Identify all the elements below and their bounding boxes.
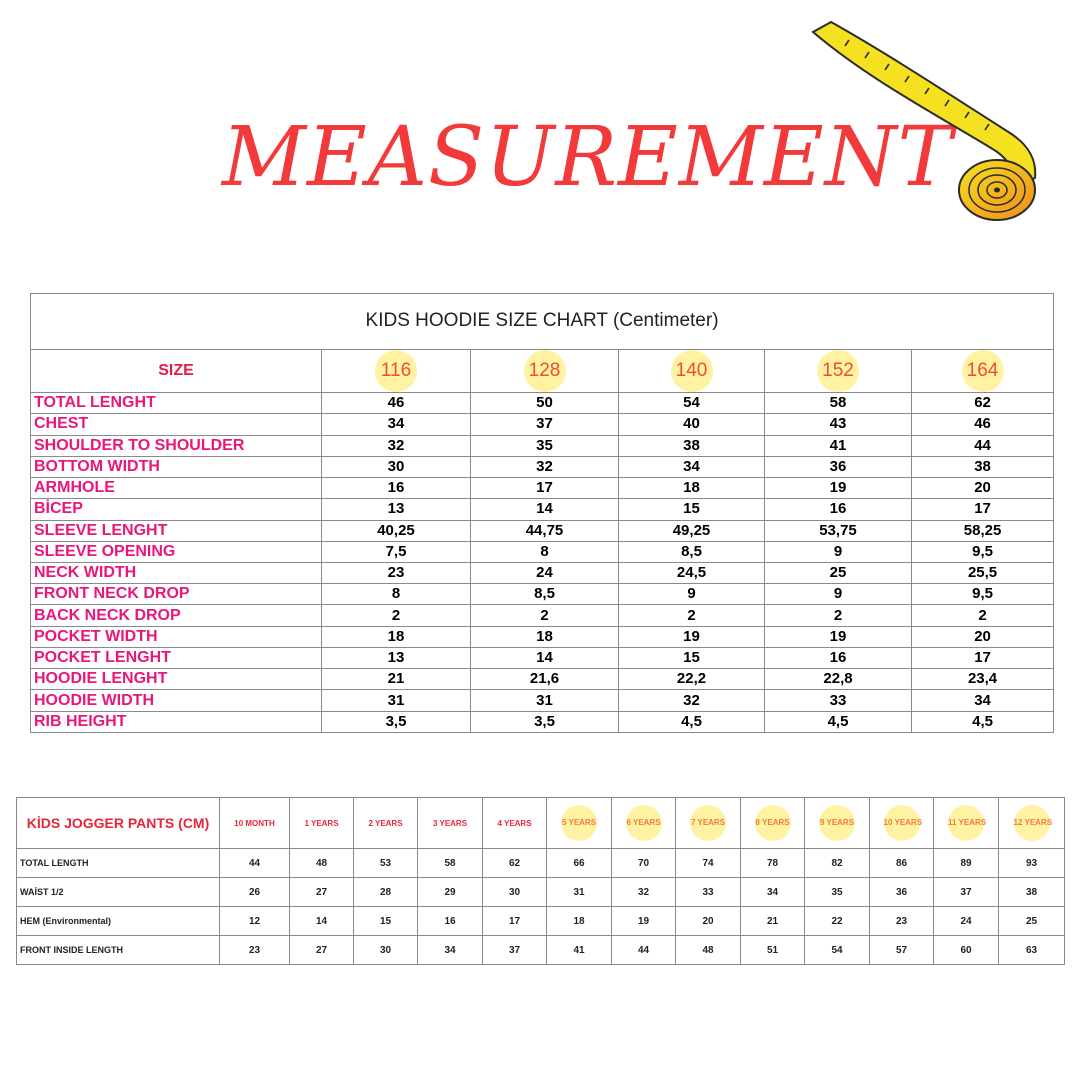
measurement-value: 21 — [741, 907, 805, 936]
measurement-value: 54 — [805, 936, 870, 965]
measurement-value: 37 — [934, 878, 999, 907]
age-header-highlighted: 9 YEARS — [819, 805, 855, 841]
size-128: 128 — [524, 350, 566, 392]
measurement-label: TOTAL LENGTH — [17, 849, 220, 878]
measurement-value: 23,4 — [912, 669, 1054, 690]
measurement-value: 33 — [676, 878, 741, 907]
size-label: SIZE — [31, 349, 322, 393]
measurement-value: 57 — [870, 936, 934, 965]
measurement-value: 38 — [912, 456, 1054, 477]
table-row — [31, 435, 1054, 456]
size-164: 164 — [962, 350, 1004, 392]
measurement-label: HOODIE WIDTH — [31, 690, 322, 711]
measurement-label: RIB HEIGHT — [31, 711, 322, 732]
measurement-value: 48 — [676, 936, 741, 965]
measurement-value: 32 — [322, 435, 471, 456]
measurement-value: 23 — [220, 936, 290, 965]
measurement-value: 17 — [912, 499, 1054, 520]
measurement-value: 24 — [471, 563, 619, 584]
measurement-value: 19 — [619, 626, 765, 647]
measurement-value: 32 — [471, 456, 619, 477]
measurement-value: 24,5 — [619, 563, 765, 584]
measurement-value: 40 — [619, 414, 765, 435]
measurement-label: TOTAL LENGHT — [31, 393, 322, 414]
measurement-value: 35 — [805, 878, 870, 907]
measurement-value: 14 — [471, 647, 619, 668]
measurement-value: 49,25 — [619, 520, 765, 541]
measurement-value: 32 — [619, 690, 765, 711]
measurement-label: HEM (Environmental) — [17, 907, 220, 936]
measurement-value: 18 — [322, 626, 471, 647]
table-row — [31, 563, 1054, 584]
measurement-value: 51 — [741, 936, 805, 965]
age-column-7-years — [676, 798, 741, 849]
measurement-value: 18 — [471, 626, 619, 647]
measurement-value: 19 — [765, 478, 912, 499]
measurement-value: 32 — [612, 878, 676, 907]
table-row — [31, 478, 1054, 499]
age-header-highlighted: 11 YEARS — [948, 805, 984, 841]
measurement-label: HOODIE LENGHT — [31, 669, 322, 690]
measurement-value: 36 — [870, 878, 934, 907]
table-row — [31, 669, 1054, 690]
measurement-value: 44,75 — [471, 520, 619, 541]
measurement-value: 44 — [220, 849, 290, 878]
measurement-value: 46 — [912, 414, 1054, 435]
measurement-value: 30 — [322, 456, 471, 477]
measurement-value: 58 — [765, 393, 912, 414]
measurement-value: 18 — [547, 907, 612, 936]
table-row — [31, 393, 1054, 414]
measurement-value: 34 — [912, 690, 1054, 711]
age-column-10-month: 10 MONTH — [220, 798, 290, 849]
measurement-value: 63 — [999, 936, 1065, 965]
measurement-value: 53 — [354, 849, 418, 878]
measurement-value: 9,5 — [912, 541, 1054, 562]
measurement-value: 2 — [619, 605, 765, 626]
measurement-value: 41 — [765, 435, 912, 456]
measurement-value: 3,5 — [322, 711, 471, 732]
measurement-value: 34 — [619, 456, 765, 477]
measurement-value: 53,75 — [765, 520, 912, 541]
measurement-value: 26 — [220, 878, 290, 907]
measurement-value: 43 — [765, 414, 912, 435]
measurement-label: WAİST 1/2 — [17, 878, 220, 907]
measuring-tape-icon — [805, 18, 1055, 223]
measurement-value: 7,5 — [322, 541, 471, 562]
measurement-value: 2 — [471, 605, 619, 626]
measurement-value: 27 — [290, 878, 354, 907]
measurement-value: 31 — [322, 690, 471, 711]
measurement-value: 2 — [912, 605, 1054, 626]
age-column-2-years: 2 YEARS — [354, 798, 418, 849]
measurement-value: 17 — [912, 647, 1054, 668]
measurement-value: 48 — [290, 849, 354, 878]
measurement-value: 44 — [912, 435, 1054, 456]
measurement-value: 36 — [765, 456, 912, 477]
age-header-highlighted: 5 YEARS — [561, 805, 597, 841]
measurement-value: 21,6 — [471, 669, 619, 690]
measurement-value: 60 — [934, 936, 999, 965]
age-header-highlighted: 7 YEARS — [690, 805, 726, 841]
age-column-5-years — [547, 798, 612, 849]
measurement-value: 9 — [765, 541, 912, 562]
measurement-value: 13 — [322, 499, 471, 520]
measurement-value: 17 — [471, 478, 619, 499]
measurement-value: 34 — [741, 878, 805, 907]
measurement-value: 78 — [741, 849, 805, 878]
measurement-value: 31 — [471, 690, 619, 711]
measurement-value: 15 — [619, 499, 765, 520]
measurement-value: 25,5 — [912, 563, 1054, 584]
measurement-value: 37 — [483, 936, 547, 965]
measurement-value: 16 — [765, 499, 912, 520]
table-row — [31, 626, 1054, 647]
measurement-value: 13 — [322, 647, 471, 668]
measurement-value: 58 — [418, 849, 483, 878]
measurement-value: 12 — [220, 907, 290, 936]
age-column-9-years — [805, 798, 870, 849]
measurement-value: 2 — [322, 605, 471, 626]
measurement-value: 2 — [765, 605, 912, 626]
measurement-label: SHOULDER TO SHOULDER — [31, 435, 322, 456]
measurement-value: 19 — [612, 907, 676, 936]
measurement-value: 20 — [676, 907, 741, 936]
table-row — [31, 541, 1054, 562]
measurement-value: 58,25 — [912, 520, 1054, 541]
measurement-value: 16 — [418, 907, 483, 936]
measurement-value: 4,5 — [765, 711, 912, 732]
age-column-3-years: 3 YEARS — [418, 798, 483, 849]
table-row — [31, 711, 1054, 732]
measurement-value: 28 — [354, 878, 418, 907]
measurement-label: ARMHOLE — [31, 478, 322, 499]
size-152: 152 — [817, 350, 859, 392]
age-column-11-years — [934, 798, 999, 849]
measurement-value: 66 — [547, 849, 612, 878]
measurement-label: BOTTOM WIDTH — [31, 456, 322, 477]
measurement-value: 38 — [999, 878, 1065, 907]
measurement-label: SLEEVE OPENING — [31, 541, 322, 562]
jogger-header-row — [17, 798, 1065, 849]
measurement-value: 14 — [290, 907, 354, 936]
measurement-value: 15 — [619, 647, 765, 668]
age-header-highlighted: 8 YEARS — [755, 805, 791, 841]
measurement-value: 9,5 — [912, 584, 1054, 605]
measurement-value: 89 — [934, 849, 999, 878]
table-row — [31, 456, 1054, 477]
measurement-value: 25 — [999, 907, 1065, 936]
measurement-value: 23 — [870, 907, 934, 936]
age-column-4-years: 4 YEARS — [483, 798, 547, 849]
age-header-highlighted: 10 YEARS — [884, 805, 920, 841]
jogger-chart-title: KİDS JOGGER PANTS (CM) — [17, 798, 220, 849]
age-column-1-years: 1 YEARS — [290, 798, 354, 849]
measurement-label: BİCEP — [31, 499, 322, 520]
measurement-label: POCKET LENGHT — [31, 647, 322, 668]
measurement-value: 34 — [322, 414, 471, 435]
measurement-value: 8,5 — [619, 541, 765, 562]
age-column-8-years — [741, 798, 805, 849]
measurement-value: 14 — [471, 499, 619, 520]
table-row — [17, 907, 1065, 936]
measurement-value: 31 — [547, 878, 612, 907]
measurement-label: FRONT NECK DROP — [31, 584, 322, 605]
measurement-value: 46 — [322, 393, 471, 414]
measurement-value: 62 — [912, 393, 1054, 414]
measurement-label: NECK WIDTH — [31, 563, 322, 584]
age-header-highlighted: 6 YEARS — [626, 805, 662, 841]
measurement-label: FRONT INSIDE LENGTH — [17, 936, 220, 965]
measurement-value: 9 — [765, 584, 912, 605]
measurement-value: 34 — [418, 936, 483, 965]
measurement-label: SLEEVE LENGHT — [31, 520, 322, 541]
measurement-value: 18 — [619, 478, 765, 499]
measurement-value: 35 — [471, 435, 619, 456]
measurement-value: 50 — [471, 393, 619, 414]
measurement-value: 27 — [290, 936, 354, 965]
measurement-value: 8 — [322, 584, 471, 605]
measurement-value: 8 — [471, 541, 619, 562]
table-row — [31, 690, 1054, 711]
measurement-value: 4,5 — [619, 711, 765, 732]
measurement-value: 4,5 — [912, 711, 1054, 732]
size-140: 140 — [671, 350, 713, 392]
measurement-value: 19 — [765, 626, 912, 647]
table-row — [17, 849, 1065, 878]
page-title: MEASUREMENT — [222, 110, 954, 205]
measurement-value: 30 — [354, 936, 418, 965]
measurement-value: 8,5 — [471, 584, 619, 605]
age-column-6-years — [612, 798, 676, 849]
measurement-label: POCKET WIDTH — [31, 626, 322, 647]
jogger-size-chart — [16, 797, 1065, 965]
measurement-value: 86 — [870, 849, 934, 878]
measurement-value: 82 — [805, 849, 870, 878]
table-row — [31, 584, 1054, 605]
measurement-value: 9 — [619, 584, 765, 605]
measurement-value: 40,25 — [322, 520, 471, 541]
measurement-value: 22,2 — [619, 669, 765, 690]
measurement-value: 62 — [483, 849, 547, 878]
measurement-value: 22,8 — [765, 669, 912, 690]
hoodie-size-header — [31, 349, 1054, 393]
measurement-value: 16 — [322, 478, 471, 499]
measurement-value: 33 — [765, 690, 912, 711]
table-row — [31, 499, 1054, 520]
measurement-value: 37 — [471, 414, 619, 435]
measurement-value: 54 — [619, 393, 765, 414]
age-header-highlighted: 12 YEARS — [1014, 805, 1050, 841]
measurement-value: 23 — [322, 563, 471, 584]
measurement-value: 17 — [483, 907, 547, 936]
table-row — [31, 520, 1054, 541]
measurement-value: 20 — [912, 478, 1054, 499]
age-column-12-years — [999, 798, 1065, 849]
measurement-value: 93 — [999, 849, 1065, 878]
measurement-label: BACK NECK DROP — [31, 605, 322, 626]
measurement-value: 29 — [418, 878, 483, 907]
measurement-value: 21 — [322, 669, 471, 690]
age-column-10-years — [870, 798, 934, 849]
measurement-value: 24 — [934, 907, 999, 936]
table-row — [17, 936, 1065, 965]
table-row — [17, 878, 1065, 907]
hoodie-size-chart — [30, 293, 1054, 733]
measurement-value: 20 — [912, 626, 1054, 647]
measurement-value: 74 — [676, 849, 741, 878]
table-row — [31, 647, 1054, 668]
measurement-value: 16 — [765, 647, 912, 668]
measurement-value: 38 — [619, 435, 765, 456]
measurement-value: 41 — [547, 936, 612, 965]
measurement-value: 3,5 — [471, 711, 619, 732]
table-row — [31, 414, 1054, 435]
measurement-value: 70 — [612, 849, 676, 878]
size-116: 116 — [375, 350, 417, 392]
measurement-value: 22 — [805, 907, 870, 936]
hoodie-chart-title: KIDS HOODIE SIZE CHART (Centimeter) — [31, 294, 1054, 350]
measurement-label: CHEST — [31, 414, 322, 435]
table-row — [31, 605, 1054, 626]
measurement-value: 44 — [612, 936, 676, 965]
measurement-value: 15 — [354, 907, 418, 936]
measurement-value: 30 — [483, 878, 547, 907]
measurement-value: 25 — [765, 563, 912, 584]
